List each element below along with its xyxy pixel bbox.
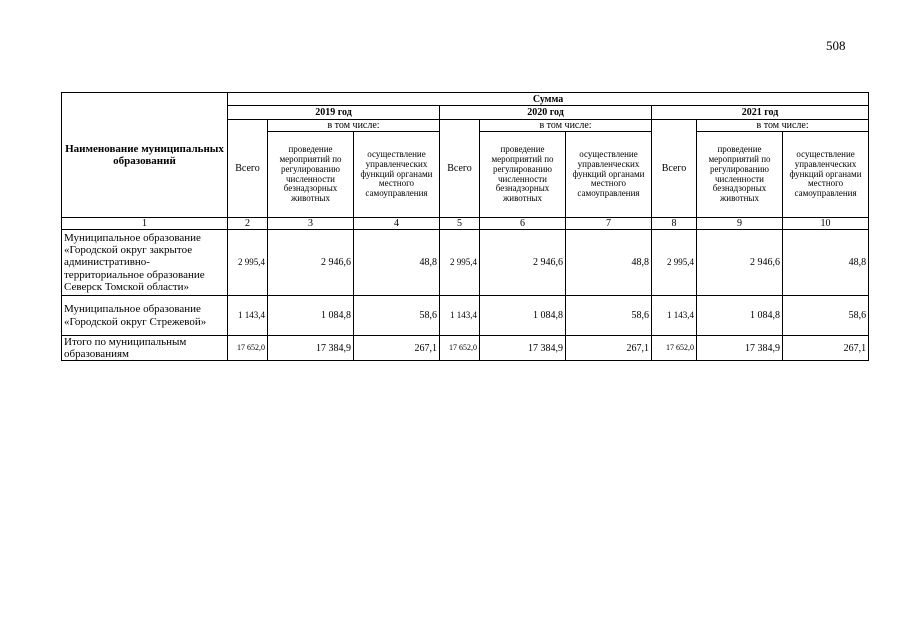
total-row <box>62 336 869 361</box>
column-number: 10 <box>783 218 869 230</box>
column-number: 1 <box>62 218 228 230</box>
header-name: Наименование муниципальных образований <box>62 93 228 218</box>
cell-value: 1 084,8 <box>268 296 354 336</box>
column-number: 9 <box>697 218 783 230</box>
cell-value: 1 143,4 <box>652 296 697 336</box>
col-admin-2020: осуществление управленческих функций органами местного самоуправления <box>566 132 652 218</box>
cell-value: 2 995,4 <box>228 230 268 296</box>
cell-value: 2 946,6 <box>480 230 566 296</box>
cell-value: 48,8 <box>783 230 869 296</box>
cell-value: 2 946,6 <box>268 230 354 296</box>
col-admin-2021: осуществление управленческих функций органами местного самоуправления <box>783 132 869 218</box>
cell-value: 48,8 <box>566 230 652 296</box>
cell-value: 2 946,6 <box>697 230 783 296</box>
total-value: 267,1 <box>354 336 440 361</box>
cell-value: 2 995,4 <box>440 230 480 296</box>
total-value: 267,1 <box>783 336 869 361</box>
row-name: Муниципальное образование «Городской округ Стрежевой» <box>62 296 228 336</box>
col-regulation-2021: проведение мероприятий по регулированию численности безнадзорных животных <box>697 132 783 218</box>
including-2021: в том числе: <box>697 120 869 132</box>
column-number: 5 <box>440 218 480 230</box>
column-number: 6 <box>480 218 566 230</box>
total-value: 17 384,9 <box>268 336 354 361</box>
total-value: 267,1 <box>566 336 652 361</box>
col-admin-2019: осуществление управленческих функций органами местного самоуправления <box>354 132 440 218</box>
column-number: 3 <box>268 218 354 230</box>
total-label: Итого по муниципальным образованиям <box>62 336 228 361</box>
cell-value: 2 995,4 <box>652 230 697 296</box>
including-2019: в том числе: <box>268 120 440 132</box>
column-numbers-row <box>62 218 869 230</box>
total-value: 17 652,0 <box>652 336 697 361</box>
year-2020: 2020 год <box>440 106 652 120</box>
column-number: 8 <box>652 218 697 230</box>
cell-value: 1 084,8 <box>697 296 783 336</box>
col-total-2021: Всего <box>652 120 697 218</box>
cell-value: 58,6 <box>566 296 652 336</box>
budget-table <box>61 92 869 361</box>
total-value: 17 652,0 <box>440 336 480 361</box>
year-2021: 2021 год <box>652 106 869 120</box>
col-regulation-2020: проведение мероприятий по регулированию численности безнадзорных животных <box>480 132 566 218</box>
table-row <box>62 296 869 336</box>
column-number: 4 <box>354 218 440 230</box>
cell-value: 1 143,4 <box>228 296 268 336</box>
row-name: Муниципальное образование «Городской округ закрытое административно-территориальное образование Северск Томской области» <box>62 230 228 296</box>
column-number: 7 <box>566 218 652 230</box>
table-row <box>62 230 869 296</box>
column-number: 2 <box>228 218 268 230</box>
including-2020: в том числе: <box>480 120 652 132</box>
cell-value: 48,8 <box>354 230 440 296</box>
cell-value: 1 143,4 <box>440 296 480 336</box>
page-number: 508 <box>826 38 846 53</box>
header-sum: Сумма <box>228 93 869 106</box>
cell-value: 58,6 <box>783 296 869 336</box>
cell-value: 58,6 <box>354 296 440 336</box>
total-value: 17 384,9 <box>480 336 566 361</box>
year-2019: 2019 год <box>228 106 440 120</box>
col-total-2019: Всего <box>228 120 268 218</box>
col-regulation-2019: проведение мероприятий по регулированию численности безнадзорных животных <box>268 132 354 218</box>
col-total-2020: Всего <box>440 120 480 218</box>
total-value: 17 652,0 <box>228 336 268 361</box>
cell-value: 1 084,8 <box>480 296 566 336</box>
total-value: 17 384,9 <box>697 336 783 361</box>
